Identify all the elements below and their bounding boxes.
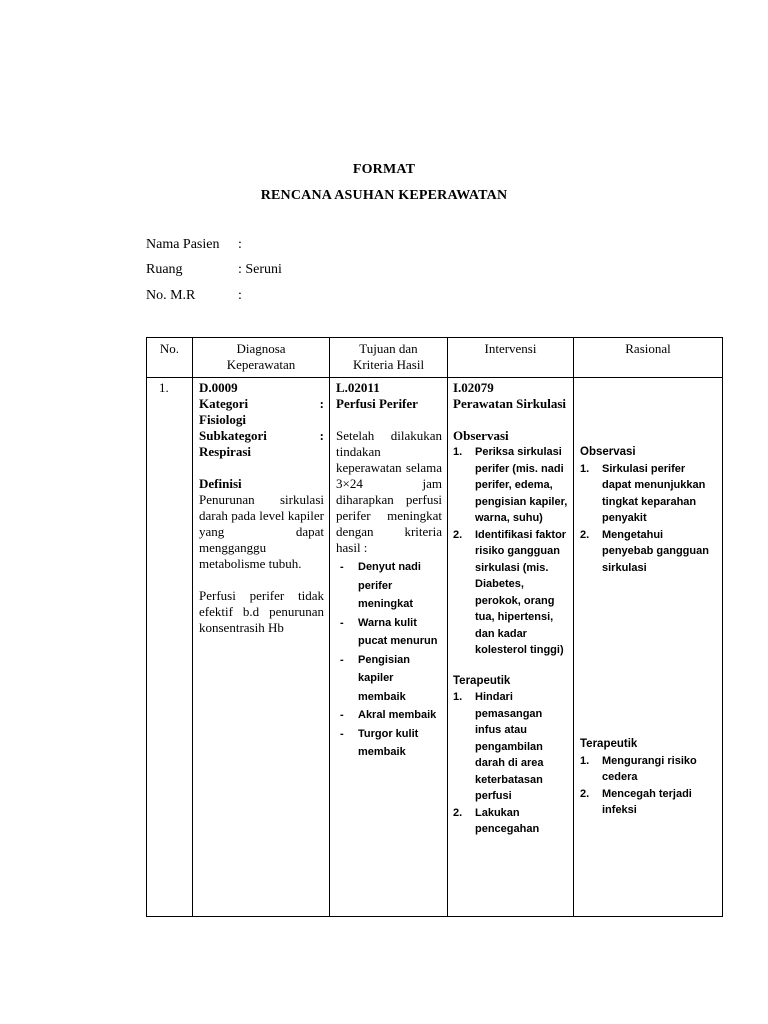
- cell-no: [147, 378, 193, 917]
- list-item: 2. Identifikasi faktor risiko gangguan sirkulasi (mis. Diabetes, perokok, orang tua, hipertensi, dan kadar kolesterol tinggi): [453, 528, 567, 656]
- intervensi-code: I.02079: [453, 380, 494, 395]
- list-item: 2. Mencegah terjadi infeksi: [580, 787, 692, 816]
- list-item: - Pengisian kapiler membaik: [340, 653, 410, 703]
- definisi-heading: Definisi: [199, 476, 242, 491]
- subkategori-row: [199, 428, 324, 444]
- list-item: 1. Sirkulasi perifer dapat menunjukkan tingkat keparahan penyakit: [580, 462, 706, 524]
- kategori-value: Fisiologi: [199, 412, 246, 427]
- kategori-row: [199, 396, 324, 412]
- list-item: - Denyut nadi perifer meningkat: [340, 561, 421, 610]
- subkategori-label: Subkategori: [199, 428, 267, 443]
- rasional-observasi-list: [580, 461, 717, 577]
- cell-rasional: [574, 378, 723, 917]
- kategori-colon: :: [319, 396, 324, 411]
- room-value: : Seruni: [238, 262, 282, 277]
- subkategori-colon: :: [319, 428, 324, 443]
- table-header-row: [147, 338, 723, 378]
- list-item: 2. Lakukan pencegahan: [453, 806, 540, 835]
- table-row: [147, 378, 723, 917]
- tujuan-code: L.02011: [336, 380, 380, 395]
- tujuan-title: Perfusi Perifer: [336, 396, 418, 411]
- cell-diagnosa: [193, 378, 330, 917]
- row-number: 1.: [159, 380, 169, 395]
- list-item: 1. Mengurangi risiko cedera: [580, 754, 697, 783]
- rasional-terapeutik-heading: Terapeutik: [580, 738, 638, 750]
- list-item: - Akral membaik: [340, 709, 437, 721]
- patient-name-row: [146, 237, 242, 253]
- patient-name-label: Nama Pasien: [146, 237, 220, 252]
- document-title: FORMAT: [352, 162, 416, 177]
- header-rasional: Rasional: [574, 338, 723, 378]
- medical-record-row: [146, 288, 242, 304]
- header-tujuan: Tujuan dan Kriteria Hasil: [330, 338, 448, 378]
- list-item: 1. Periksa sirkulasi perifer (mis. nadi perifer, edema, pengisian kapiler, warna, suhu): [453, 446, 568, 524]
- header-intervensi: Intervensi: [448, 338, 574, 378]
- list-item: 2. Mengetahui penyebab gangguan sirkulasi: [580, 528, 709, 574]
- cell-tujuan: [330, 378, 448, 917]
- intervensi-terapeutik-heading: Terapeutik: [453, 674, 511, 687]
- medical-record-label: No. M.R: [146, 288, 196, 303]
- list-item: - Turgor kulit membaik: [340, 727, 419, 758]
- rasional-terapeutik-list: [580, 753, 717, 819]
- diagnosa-code: D.0009: [199, 380, 238, 395]
- rasional-observasi-heading: Observasi: [580, 446, 636, 458]
- subkategori-value: Respirasi: [199, 444, 251, 459]
- patient-name-value: :: [238, 237, 242, 252]
- header-no: No.: [147, 338, 193, 378]
- intervensi-terapeutik-list: [453, 689, 568, 838]
- tujuan-intro: Setelah dilakukan tindakan keperawatan selama 3×24 jam diharapkan perfusi perifer meningkat dengan kriteria hasil :: [336, 428, 442, 555]
- intervensi-observasi-list: [453, 444, 568, 659]
- kategori-label: Kategori: [199, 396, 249, 411]
- criteria-list: [336, 558, 442, 762]
- room-row: [146, 262, 282, 278]
- intervensi-title: Perawatan Sirkulasi: [453, 396, 567, 411]
- intervensi-observasi-heading: Observasi: [453, 428, 509, 443]
- document-subtitle: RENCANA ASUHAN KEPERAWATAN: [260, 188, 508, 203]
- header-diagnosa: Diagnosa Keperawatan: [193, 338, 330, 378]
- diagnosis-statement: Perfusi perifer tidak efektif b.d penurunan konsentrasih Hb: [199, 588, 324, 635]
- care-plan-table: [146, 337, 723, 917]
- list-item: - Warna kulit pucat menurun: [340, 616, 438, 647]
- room-label: Ruang: [146, 262, 183, 277]
- cell-intervensi: [448, 378, 574, 917]
- definisi-text: Penurunan sirkulasi darah pada level kapiler yang dapat mengganggu metabolisme tubuh.: [199, 492, 324, 571]
- medical-record-value: :: [238, 288, 242, 303]
- list-item: 1. Hindari pemasangan infus atau pengambilan darah di area keterbatasan perfusi: [453, 691, 544, 802]
